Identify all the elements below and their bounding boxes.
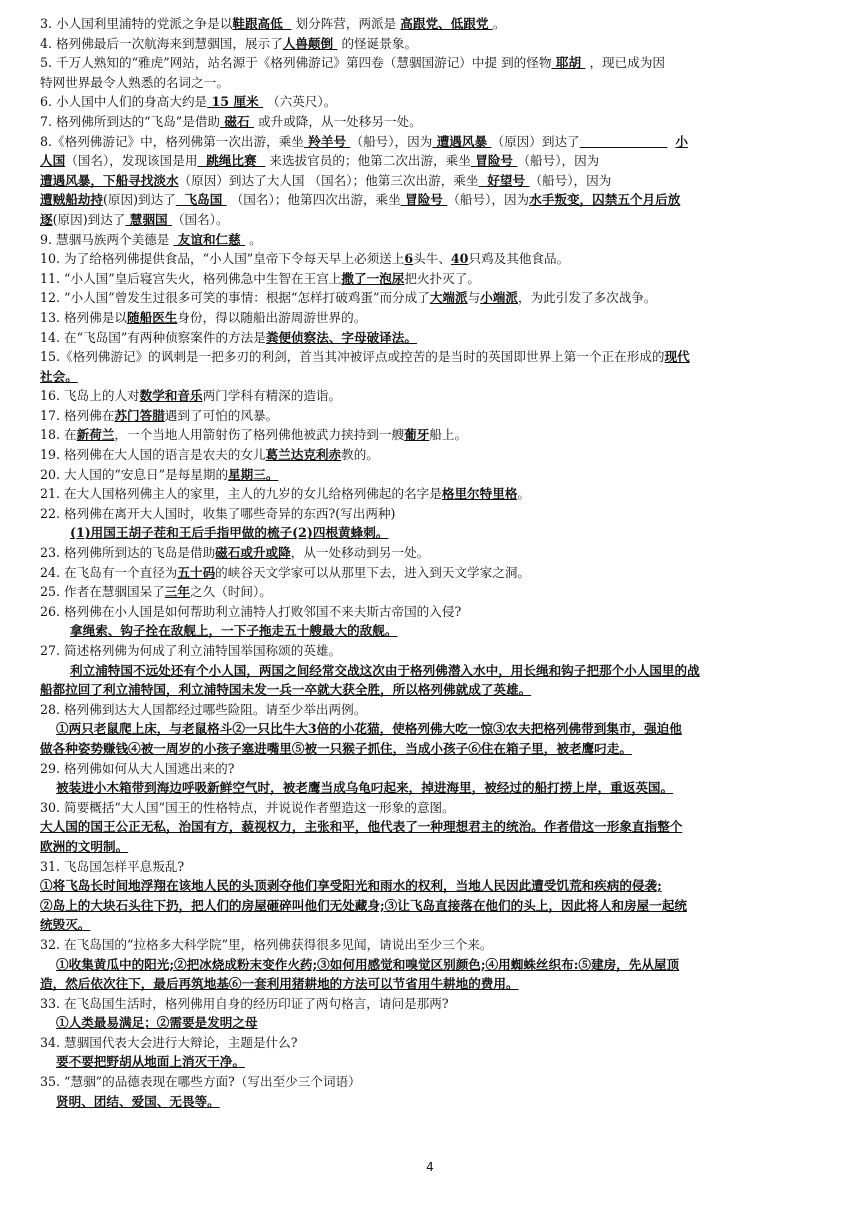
answer-text: 遭贼船劫持	[40, 192, 103, 208]
line-text: 划分阵营，两派是	[291, 16, 401, 31]
text-line	[40, 14, 825, 34]
text-line	[40, 347, 825, 367]
line-text: 8.《格列佛游记》中，格列佛第一次出游，乘坐	[40, 133, 304, 149]
line-text: 的怪诞景象。	[337, 35, 418, 51]
text-line	[40, 543, 825, 563]
line-text: 15.《格列佛游记》的讽刺是一把多刃的利剑，首当其冲被评点或控苦的是当时的英国即世界上第一个正在形成的	[40, 349, 665, 365]
text-line	[40, 171, 825, 191]
text-line	[40, 896, 825, 916]
line-text: 17. 格列佛在	[40, 407, 115, 423]
text-line	[40, 504, 825, 524]
text-line	[40, 935, 825, 955]
line-text: 10. 为了给格列佛提供食品，“小人国”皇帝下令每天早上必须送上	[40, 251, 405, 267]
text-line	[40, 778, 825, 798]
answer-text: ①人类最易满足；②需要是发明之母	[56, 1015, 258, 1031]
line-text: 4. 格列佛最后一次航海来到慧骃国，展示了	[40, 35, 283, 51]
answer-text: ①将飞岛长时间地浮翔在该地人民的头顶剥夺他们享受阳光和雨水的权利，当地人民因此遭受饥荒和疾病的侵袭;	[40, 878, 662, 894]
line-text: ，现已成为因	[585, 55, 666, 71]
answer-text: 要不要把野胡从地面上消灭干净。	[56, 1054, 245, 1070]
line-text: （国名），发现该国是用	[65, 153, 198, 169]
page-number: 4	[426, 1160, 434, 1174]
answer-text: 利立浦特国不远处还有个小人国，两国之间经常交战这次由于格列佛潜入水中，用长绳和钩子把那个小人国里的战	[70, 662, 700, 678]
text-line	[40, 288, 825, 308]
text-line	[40, 1092, 825, 1112]
text-line	[40, 876, 825, 896]
answer-text: ①收集黄瓜中的阳光;②把冰烧成粉末变作火药;③如何用感觉和嗅觉区别颜色;④用蜘蛛丝织布:⑤建房，先从屋顶	[56, 956, 680, 972]
line-text: 6. 小人国中人们的身高大约是	[40, 94, 208, 110]
line-text: （原因）到达了	[491, 133, 580, 149]
answer-text: ①两只老鼠爬上床，与老鼠格斗②一只比牛大3倍的小花猫，使格列佛大吃一惊③农夫把格列佛带到集市，强迫他	[56, 721, 682, 737]
text-line	[40, 837, 825, 857]
line-text: 。	[245, 231, 262, 247]
line-text: 18. 在	[40, 427, 77, 443]
answer-text: 好望号	[478, 172, 530, 188]
line-text: 27. 简述格列佛为何成了利立浦特国举国称颂的英雄。	[40, 643, 342, 658]
text-line	[40, 798, 825, 818]
line-text: （原因）到达了大人国 （国名）；他第三次出游，乘坐	[178, 172, 479, 188]
line-text: 的峡谷天文学家可以从那里下去，进入到天文学家之洞。	[215, 564, 531, 580]
line-text: 26. 格列佛在小人国是如何帮助利立浦特人打败邻国不来夫斯古帝国的入侵?	[40, 603, 462, 619]
text-line	[40, 53, 825, 73]
text-line	[40, 621, 825, 641]
answer-text: 羚羊号	[303, 133, 351, 149]
answer-text: 星期三。	[228, 466, 279, 482]
answer-text: 粪便侦察法、字母破译法。	[265, 329, 417, 345]
answer-text: 慧骃国	[125, 211, 172, 227]
text-line	[40, 1033, 825, 1053]
line-text: 22. 格列佛在离开大人国时，收集了哪些奇异的东西?(写出两种)	[40, 505, 396, 521]
line-text: 34. 慧骃国代表大会进行大辩论，主题是什么?	[40, 1034, 298, 1050]
line-text: 。	[517, 486, 531, 502]
line-text: 遇到了可怕的风暴。	[164, 407, 279, 423]
text-line	[40, 151, 825, 171]
text-line	[40, 190, 825, 210]
answer-text: 遭遇风暴	[432, 133, 492, 149]
answer-text: 磁石或升或降	[215, 545, 291, 561]
text-line	[40, 249, 825, 269]
line-text: 之久（时间）。	[189, 584, 272, 600]
line-text: 特网世界最令人熟悉的名词之一。	[40, 74, 229, 90]
text-line	[40, 563, 825, 583]
line-text: 33. 在飞岛国生活时，格列佛用自身的经历印证了两句格言，请问是那两?	[40, 995, 449, 1011]
answer-text: 撒了一泡尿	[341, 270, 405, 286]
text-line	[40, 955, 825, 975]
line-text: （船号），因为	[350, 133, 433, 149]
text-line	[40, 1052, 825, 1072]
line-text: 身份，得以随船出游周游世界的。	[177, 309, 367, 325]
answer-text: 五十码	[177, 564, 216, 580]
line-text: 或升或降，从一处移另一处。	[254, 113, 422, 129]
text-line	[40, 1072, 825, 1092]
answer-text: 人兽颠倒	[282, 35, 338, 51]
line-text: 5. 千万人熟知的“雅虎”网站，站名源于《格列佛游记》第四卷（慧骃国游记）中提 到的怪物	[40, 55, 552, 71]
line-text: 14. 在“飞岛国”有两种侦察案件的方法是	[40, 329, 266, 345]
line-text: （船号），因为	[517, 153, 600, 169]
answer-text: ②岛上的大块石头往下扔，把人们的房屋砸碎叫他们无处藏身;③让飞岛直接落在他们的头上，因此将人和房屋一起统	[40, 897, 687, 913]
text-line	[40, 210, 825, 230]
answer-text: 拿绳索、钩子拴在敌舰上，一下子拖走五十艘最大的敌舰。	[70, 623, 398, 639]
text-line	[40, 445, 825, 465]
line-text: 20. 大人国的“安息日”是每星期的	[40, 466, 229, 482]
answer-text: 数学和音乐	[139, 388, 203, 404]
answer-text: 大人国的国王公正无私，治国有方，藐视权力，主张和平，他代表了一种理想君主的统治。作者借这一形象直指整个	[40, 819, 683, 835]
answer-text: 三年	[164, 584, 190, 600]
answer-text: 欧洲的文明制。	[40, 838, 129, 854]
line-text: (原因)到达了	[52, 211, 126, 227]
answer-text: 统毁灭。	[40, 917, 91, 933]
answer-text: 遭遇风暴，下船寻找淡水	[40, 172, 179, 188]
line-text: 28. 格列佛到达大人国都经过哪些险阻。请至少举出两例。	[40, 701, 367, 717]
text-line	[40, 700, 825, 720]
text-line	[40, 308, 825, 328]
answer-text: 鞋跟高低	[232, 16, 292, 31]
line-text: （国名）。	[171, 211, 229, 227]
line-text: 23. 格列佛所到达的飞岛是借助	[40, 545, 216, 561]
line-text: (原因)到达了	[102, 192, 176, 208]
answer-text	[580, 134, 668, 149]
line-text: 来选拔官员的；他第二次出游，乘坐	[265, 153, 471, 169]
line-text: （六英尺）。	[263, 94, 337, 110]
answer-text: 友谊和仁慈	[173, 231, 246, 247]
line-text: 9. 慧骃马族两个美德是	[40, 231, 174, 247]
answer-text: 现代	[664, 349, 690, 365]
line-text: 16. 飞岛上的人对	[40, 388, 140, 404]
text-line	[40, 132, 825, 152]
line-text: 13. 格列佛是以	[40, 309, 128, 325]
line-text: 与	[467, 290, 481, 306]
answer-text: 船都拉回了利立浦特国，利立浦特国未发一兵一卒就大获全胜，所以格列佛就成了英雄。	[40, 682, 532, 698]
line-text: 25. 作者在慧骃国呆了	[40, 584, 165, 600]
answer-text: 做各种姿势赚钱④被一周岁的小孩子塞进嘴里⑤被一只猴子抓住，当成小孩子⑥住在箱子里，被老鹰叼走。	[40, 740, 632, 756]
line-text: 头牛、	[413, 251, 451, 267]
text-line	[40, 974, 825, 994]
line-text: 35. “慧骃”的品德表现在哪些方面?（写出至少三个词语）	[40, 1074, 361, 1090]
text-line	[40, 759, 825, 779]
answer-text: 贤明、团结、爱国、无畏等。	[56, 1093, 220, 1109]
line-text: 24. 在飞岛有一个直径为	[40, 564, 178, 580]
answer-text: 随船医生	[127, 309, 178, 325]
line-text: 29. 格列佛如何从大人国逃出来的?	[40, 760, 235, 776]
answer-text: 耶胡	[551, 55, 586, 71]
answer-text: 小	[675, 133, 688, 149]
text-line	[40, 641, 825, 661]
answer-text: 葡牙	[404, 427, 430, 443]
text-line	[40, 661, 825, 681]
answer-text: 高跟党、低跟党	[400, 16, 493, 31]
answer-text: 跳绳比赛	[197, 153, 266, 169]
text-line	[40, 582, 825, 602]
answer-text: 被装进小木箱带到海边呼吸新鲜空气时，被老鹰当成乌龟叼起来，掉进海里，被经过的船打捞上岸，重返英国。	[56, 780, 674, 796]
line-text: 30. 简要概括“大人国”国王的性格特点，并说说作者塑造这一形象的意图。	[40, 799, 455, 815]
text-line	[40, 406, 825, 426]
answer-text: 大端派	[429, 290, 468, 306]
answer-text: 格里尔特里格	[441, 486, 518, 502]
text-line	[40, 230, 825, 250]
answer-text: (1)用国王胡子茬和王后手指甲做的梳子(2)四根黄蜂刺。	[70, 525, 389, 541]
line-text: 把火扑灭了。	[404, 270, 480, 286]
answer-text: 社会。	[40, 368, 78, 384]
text-line	[40, 386, 825, 406]
answer-text: 冒险号	[400, 192, 448, 208]
text-line	[40, 92, 825, 112]
answer-text: 造，然后依次往下，最后再筑地基⑥一套利用猪耕地的方法可以节省用牛耕地的费用。	[40, 976, 519, 992]
text-line	[40, 602, 825, 622]
answer-text: 磁石	[220, 113, 254, 129]
text-line	[40, 484, 825, 504]
answer-text: 水手叛变，囚禁五个月后放	[529, 192, 681, 208]
answer-text: 15 厘米	[207, 94, 264, 110]
text-line	[40, 680, 825, 700]
answer-text: 新荷兰	[76, 427, 115, 443]
text-line	[40, 719, 825, 739]
answer-text: 40	[450, 251, 469, 267]
text-line	[40, 328, 825, 348]
text-line	[40, 523, 825, 543]
line-text: （船号），因为	[447, 192, 530, 208]
line-text: 两门学科有精深的造诣。	[202, 388, 342, 404]
text-line	[40, 112, 825, 132]
text-line	[40, 73, 825, 93]
line-text: 船上。	[429, 427, 468, 443]
line-text: 教的。	[341, 447, 379, 463]
text-line	[40, 857, 825, 877]
line-text: （国名）；他第四次出游，乘坐	[226, 192, 401, 208]
answer-text: 逐	[40, 211, 53, 227]
line-text: 32. 在飞岛国的“拉格多大科学院”里，格列佛获得很多见闻，请说出至少三个来。	[40, 936, 493, 952]
line-text: （船号），因为	[529, 172, 612, 188]
line-text: 。	[492, 16, 506, 31]
line-text: ，为此引发了多次战争。	[517, 290, 657, 306]
line-text: 3. 小人国利里浦特的党派之争是以	[40, 16, 233, 31]
answer-text: 飞岛国	[175, 192, 227, 208]
answer-text: 冒险号	[470, 153, 518, 169]
line-text: 21. 在大人国格列佛主人的家里，主人的九岁的女儿给格列佛起的名字是	[40, 486, 442, 502]
answer-text: 葛兰达克利赤	[265, 447, 342, 463]
text-line	[40, 817, 825, 837]
text-line	[40, 915, 825, 935]
text-line	[40, 1013, 825, 1033]
text-line	[40, 465, 825, 485]
answer-text: 苏门答腊	[114, 407, 165, 423]
line-text: 19. 格列佛在大人国的语言是农夫的女儿	[40, 447, 266, 463]
line-text: 11. “小人国”皇后寝宫失火，格列佛急中生智在王宫上	[40, 270, 342, 286]
line-text: 12. “小人国”曾发生过很多可笑的事情：根据“怎样打破鸡蛋”而分成了	[40, 290, 430, 306]
text-line	[40, 367, 825, 387]
text-line	[40, 739, 825, 759]
text-line	[40, 269, 825, 289]
text-line	[40, 34, 825, 54]
answer-text: 6	[404, 251, 414, 267]
text-line	[40, 425, 825, 445]
line-text: 只鸡及其他食品。	[468, 251, 570, 267]
document-page	[40, 14, 825, 1111]
answer-text: 人国	[40, 153, 66, 169]
text-line	[40, 994, 825, 1014]
line-text: ，从一处移动到另一处。	[290, 545, 430, 561]
answer-text: 小端派	[480, 290, 518, 306]
line-text: ，一个当地人用箭射伤了格列佛他被武力挟持到一艘	[114, 427, 405, 443]
line-text: 7. 格列佛所到达的“飞岛”是借助	[40, 113, 221, 129]
line-text: 31. 飞岛国怎样平息叛乱?	[40, 858, 185, 874]
